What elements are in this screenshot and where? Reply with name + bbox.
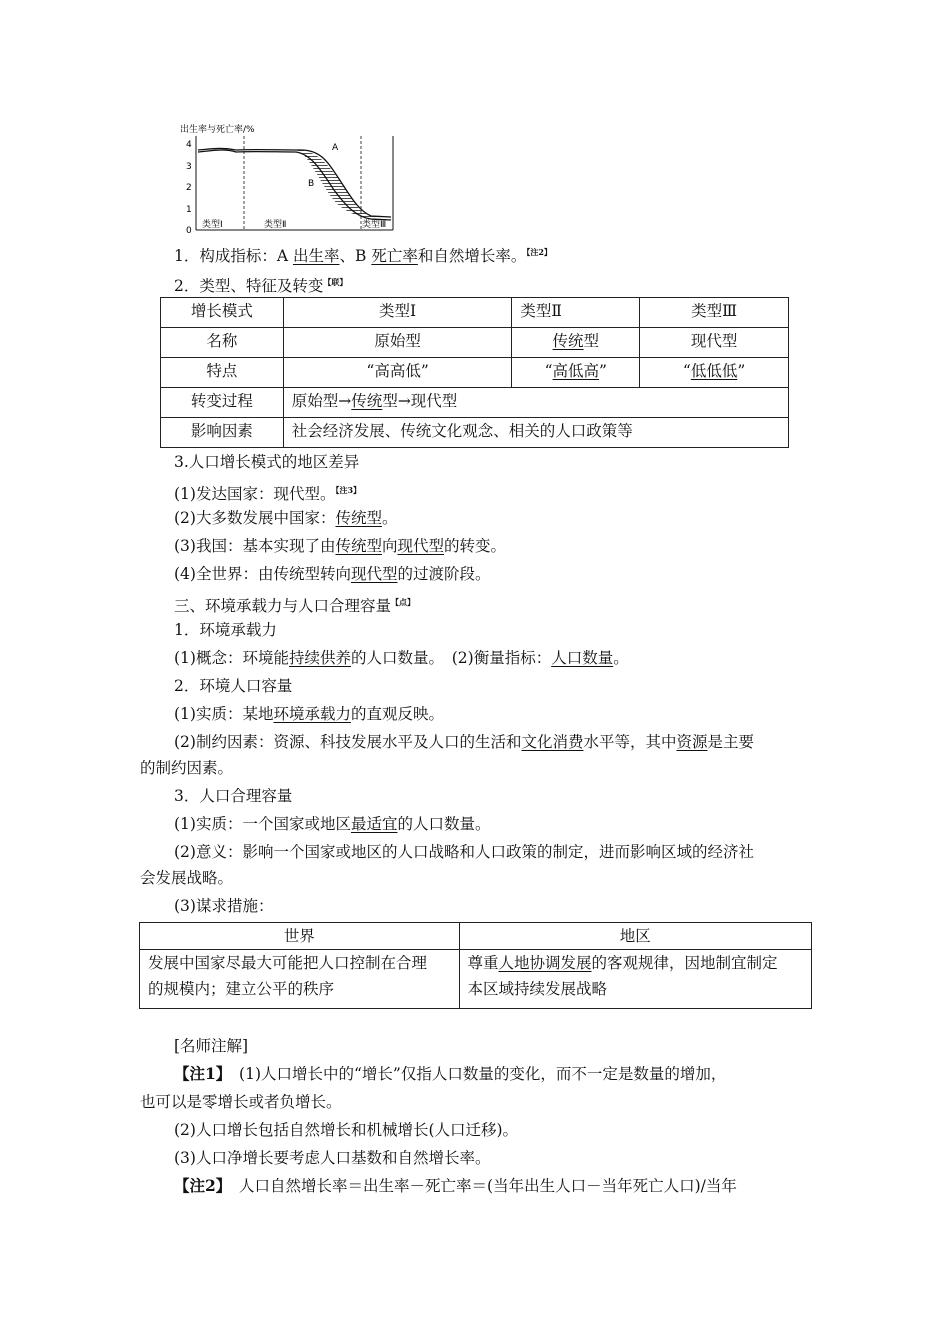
type-1-label: 类型Ⅰ — [202, 220, 223, 230]
part3-s1p — [174, 648, 629, 668]
note2-line1 — [174, 1176, 737, 1196]
text: 、B — [339, 247, 372, 266]
part3-s2p2-line2: 的制约因素。 — [140, 759, 234, 777]
underlined-term: 出生率 — [292, 247, 340, 266]
cell-line — [468, 950, 803, 976]
table-row — [140, 923, 812, 950]
underlined-term: 人口数量 — [551, 649, 614, 667]
table-cell — [640, 358, 789, 388]
part3-s2p1 — [174, 704, 444, 724]
text: 水平等，其中 — [583, 733, 677, 751]
table-cell — [283, 388, 788, 418]
item-composition-indicator — [174, 242, 552, 266]
underlined-term: 低低低 — [690, 362, 738, 380]
text: (4)全世界：由传统型转向 — [174, 565, 351, 583]
underlined-term: 传统型 — [335, 537, 382, 555]
part3-s1: 1．环境承载力 — [174, 621, 277, 639]
birth-rate-curve — [198, 148, 391, 217]
underlined-term: 持续供养 — [288, 649, 351, 667]
text: 的人口数量。 (2)衡量指标： — [350, 649, 552, 667]
table-row — [140, 950, 812, 1009]
table-cell: 社会经济发展、传统文化观念、相关的人口政策等 — [283, 418, 788, 448]
cell-line: 发展中国家尽最大可能把人口控制在合理 — [148, 954, 428, 972]
figure-y-axis-title: 出生率与死亡率/% — [180, 125, 255, 135]
text: (1)实质：某地 — [174, 705, 274, 723]
cell-line: 本区域持续发展战略 — [467, 980, 608, 998]
underlined-term: 传统型 — [335, 509, 382, 527]
type-3-label: 类型Ⅲ — [362, 220, 387, 230]
table-cell: 名称 — [161, 328, 284, 358]
figure-y-tick-3: 3 — [186, 162, 192, 172]
underlined-term: 文化消费 — [521, 733, 584, 751]
table-cell: 转变过程 — [161, 388, 284, 418]
text: 的转变。 — [444, 537, 507, 555]
text: 的人口数量。 — [397, 815, 491, 833]
note1-p3: (3)人口净增长要考虑人口基数和自然增长率。 — [174, 1149, 491, 1167]
text: 型→现代型 — [382, 392, 458, 410]
text: “ — [682, 362, 691, 380]
table-cell: 影响因素 — [161, 418, 284, 448]
population-growth-figure — [176, 122, 406, 240]
text: (1)人口增长中的“增长”仅指人口数量的变化，而不一定是数量的增加， — [223, 1065, 727, 1083]
type-2-label: 类型Ⅱ — [264, 220, 287, 230]
text: (2)制约因素：资源、科技发展水平及人口的生活和 — [174, 733, 522, 751]
notes-title: [名师注解] — [174, 1037, 249, 1055]
table-cell: 类型Ⅰ — [283, 298, 512, 328]
text: 2．类型、特征及转变 — [174, 277, 324, 296]
table-cell — [512, 358, 640, 388]
table-cell: 特点 — [161, 358, 284, 388]
underlined-term: 现代型 — [350, 565, 398, 583]
table-row — [161, 358, 789, 388]
note-tag: 【注1】 — [174, 1064, 224, 1083]
text: “ — [544, 362, 553, 380]
note1-p2: (2)人口增长包括自然增长和机械增长(人口迁移)。 — [174, 1121, 519, 1139]
text: 和自然增长率。 — [417, 247, 527, 266]
text: 原始型→ — [291, 392, 352, 410]
note-marker: 【注3】 — [335, 485, 362, 495]
text: (1)发达国家：现代型。 — [174, 485, 336, 504]
note-marker: 【联】 — [323, 277, 348, 287]
section3-p2 — [174, 508, 398, 528]
text: 是主要 — [707, 733, 755, 751]
table-cell — [459, 950, 811, 1009]
text: ” — [737, 362, 746, 380]
text: ” — [599, 362, 607, 380]
text: (1)概念：环境能 — [174, 649, 289, 667]
text: 三、环境承载力与人口合理容量 — [174, 597, 392, 616]
text: 的直观反映。 — [350, 705, 444, 723]
table-cell: 现代型 — [640, 328, 789, 358]
table-cell: 类型Ⅲ — [640, 298, 789, 328]
table-row — [161, 328, 789, 358]
text: 的客观规律，因地制宜制定 — [591, 954, 778, 972]
part3-s3p1 — [174, 814, 491, 834]
part3-s3: 3．人口合理容量 — [174, 787, 293, 805]
part3-s3p3: (3)谋求措施： — [174, 897, 274, 915]
table-cell: 原始型 — [283, 328, 512, 358]
text: 尊重 — [467, 954, 499, 972]
table-cell: 地区 — [459, 923, 811, 950]
table-row — [161, 298, 789, 328]
underlined-term: 现代型 — [397, 537, 445, 555]
table-cell: “高高低” — [283, 358, 512, 388]
underlined-term: 高低高 — [552, 362, 600, 380]
growth-model-table — [160, 297, 789, 448]
text: 向 — [381, 537, 398, 555]
note-marker: 【注2】 — [526, 247, 552, 257]
figure-y-tick-1: 1 — [186, 205, 192, 215]
underlined-term: 环境承载力 — [273, 705, 351, 723]
text: (3)我国：基本实现了由 — [174, 537, 336, 555]
underlined-term: 最适宜 — [350, 815, 398, 833]
underlined-term: 传统 — [351, 392, 383, 410]
underlined-term: 死亡率 — [371, 247, 418, 266]
note1-line1 — [174, 1064, 726, 1084]
table-cell: 类型Ⅱ — [512, 298, 640, 328]
text: 人口自然增长率＝出生率－死亡率＝(当年出生人口－当年死亡人口)/当年 — [223, 1177, 737, 1195]
cell-line: 的规模内；建立公平的秩序 — [148, 980, 335, 998]
table-cell: 世界 — [140, 923, 460, 950]
underlined-term: 人地协调发展 — [498, 954, 592, 972]
section3-p3 — [174, 536, 506, 556]
part3-s3p2-line2: 会发展战略。 — [140, 869, 234, 887]
underlined-term: 资源 — [676, 733, 708, 751]
text: 的过渡阶段。 — [397, 565, 491, 583]
section3-p4 — [174, 564, 491, 584]
text: 。 — [613, 649, 629, 667]
section3-title: 3.人口增长模式的地区差异 — [174, 453, 360, 471]
part3-title — [174, 592, 415, 616]
table-cell — [512, 328, 640, 358]
part3-s3p2: (2)意义：影响一个国家或地区的人口战略和人口政策的制定，进而影响区域的经济社 — [174, 843, 754, 861]
figure-y-tick-2: 2 — [186, 183, 192, 193]
section3-p1 — [174, 480, 361, 504]
text: 1．构成指标：A — [174, 247, 293, 266]
underlined-term: 传统 — [552, 332, 584, 350]
text: 型 — [583, 332, 600, 350]
part3-s2: 2．环境人口容量 — [174, 677, 293, 695]
note-marker: 【点】 — [391, 597, 416, 607]
table-row — [161, 418, 789, 448]
item-types-heading — [174, 272, 347, 296]
text: (1)实质：一个国家或地区 — [174, 815, 351, 833]
text: 。 — [381, 509, 398, 527]
part3-s2p2 — [174, 732, 754, 752]
figure-y-tick-4: 4 — [186, 140, 192, 150]
table-cell — [140, 950, 460, 1009]
figure-y-tick-0: 0 — [186, 226, 192, 236]
note1-line2: 也可以是零增长或者负增长。 — [140, 1093, 342, 1111]
note-tag: 【注2】 — [174, 1176, 224, 1195]
table-row — [161, 388, 789, 418]
label-b: B — [308, 179, 315, 189]
text: (2)大多数发展中国家： — [174, 509, 336, 527]
table-cell: 增长模式 — [161, 298, 284, 328]
label-a: A — [332, 143, 339, 153]
measures-table — [139, 922, 812, 1009]
